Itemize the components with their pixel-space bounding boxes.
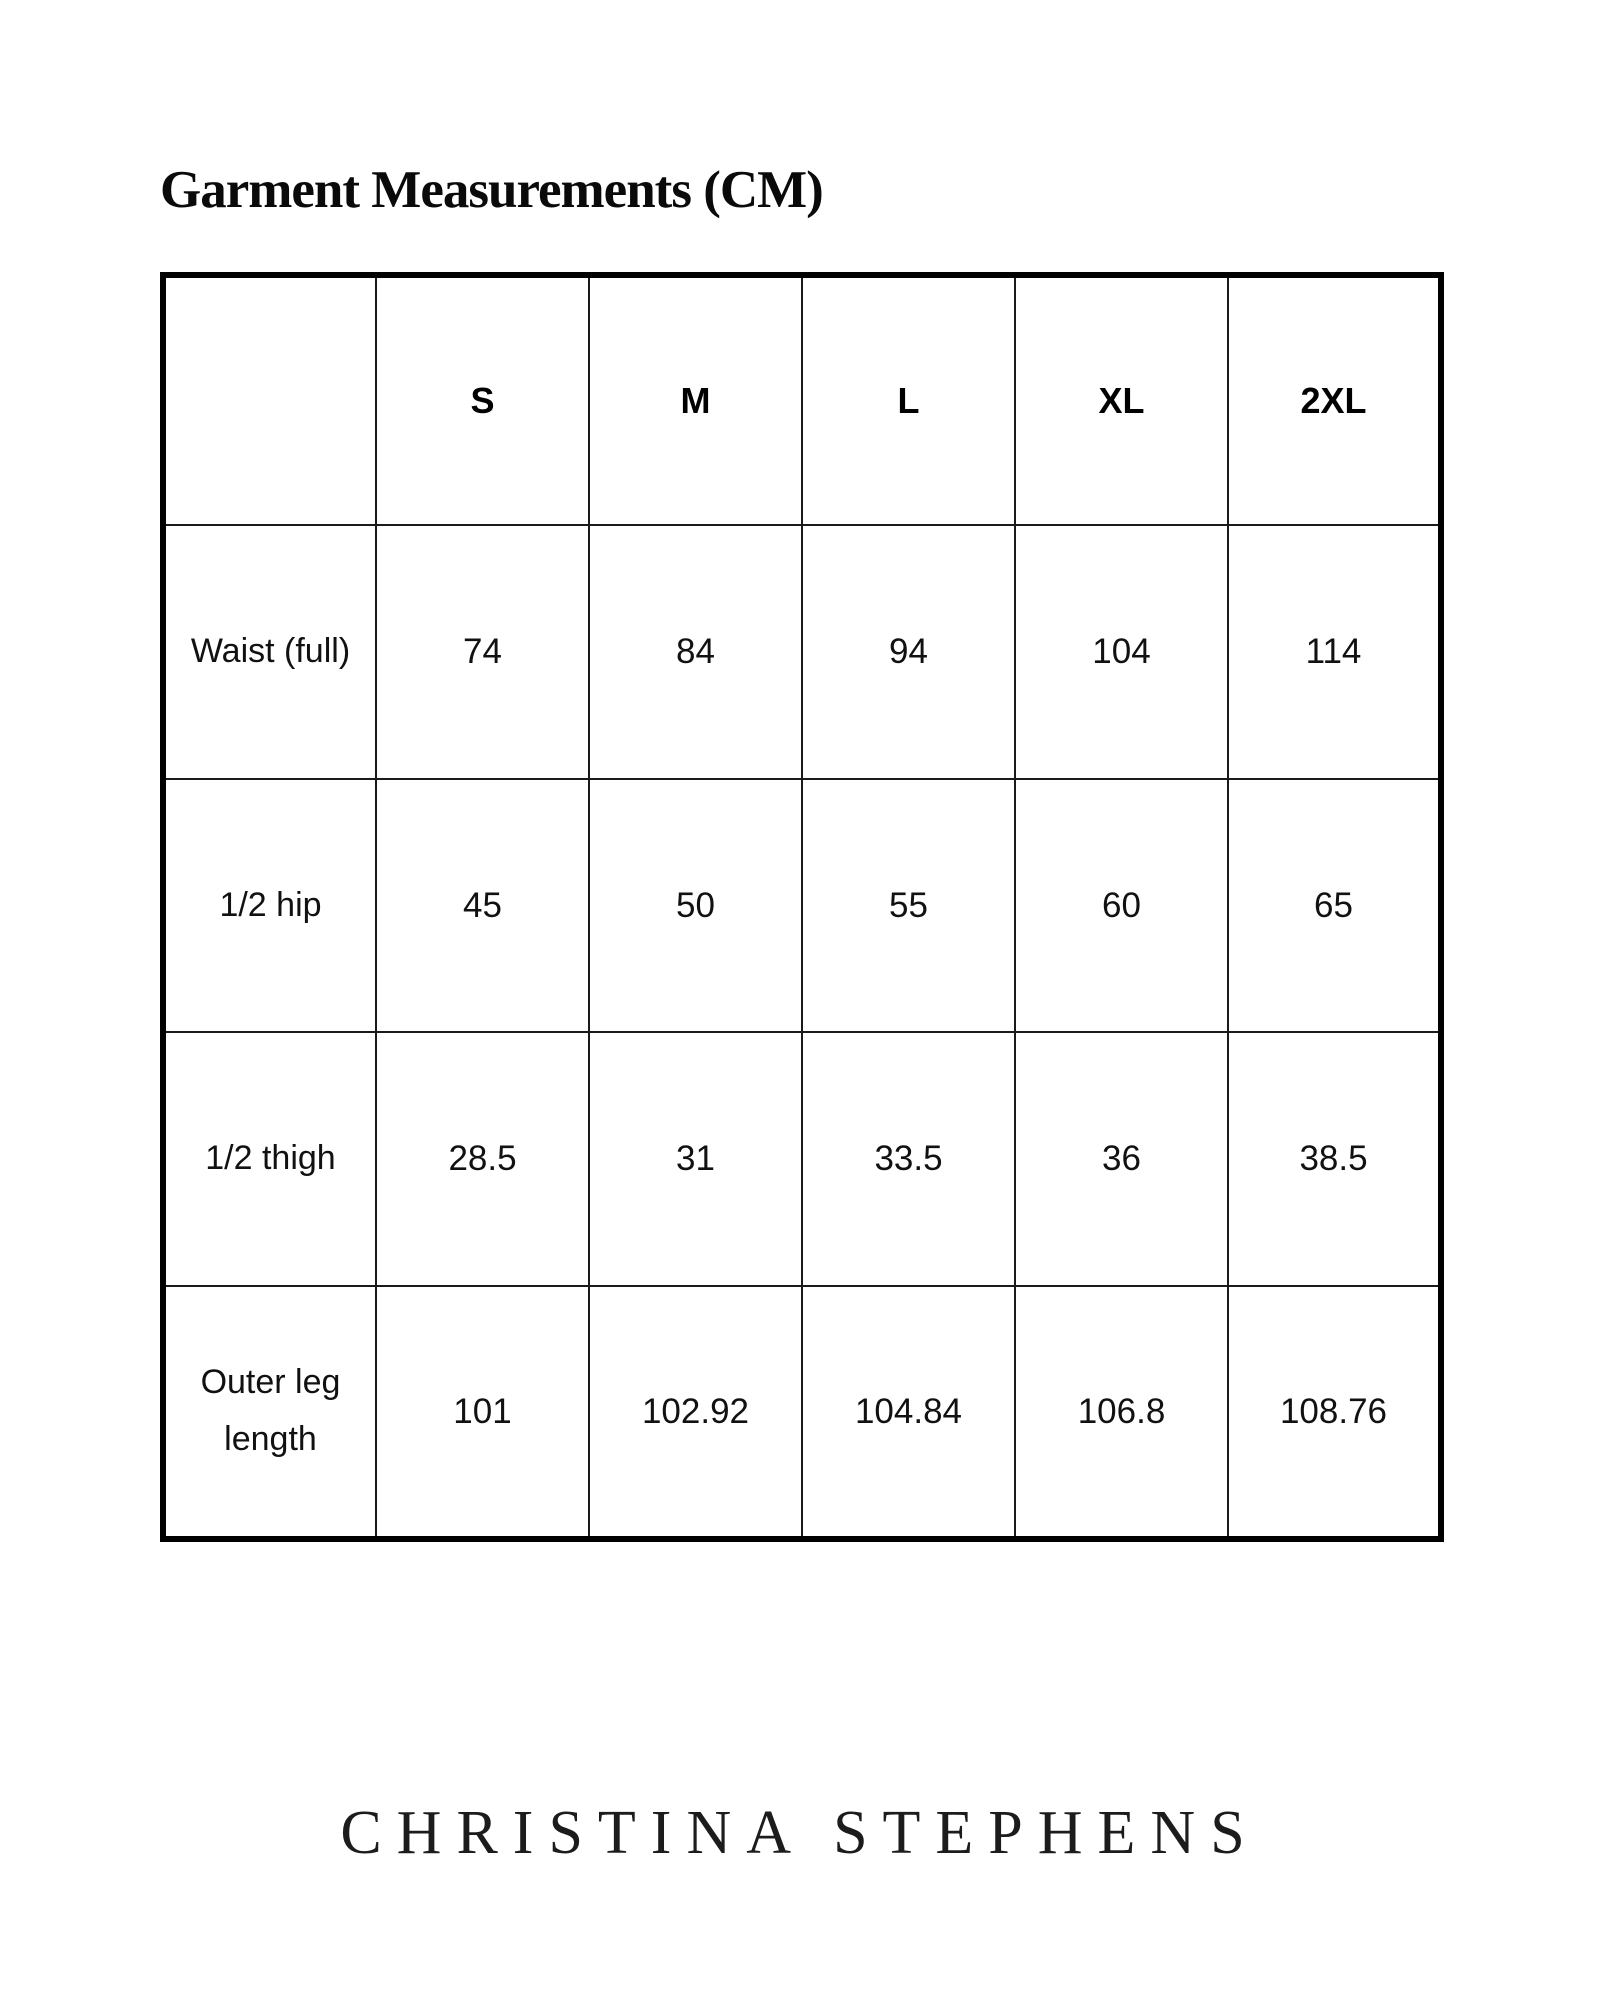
table-corner-cell (163, 275, 376, 525)
table-cell: 55 (802, 779, 1015, 1033)
table-cell: 74 (376, 525, 589, 779)
table-row-waist (163, 525, 1441, 779)
size-header-2xl: 2XL (1228, 275, 1441, 525)
table-cell: 84 (589, 525, 802, 779)
table-cell: 36 (1015, 1032, 1228, 1286)
table-row-hip (163, 779, 1441, 1033)
size-header-s: S (376, 275, 589, 525)
size-header-l: L (802, 275, 1015, 525)
row-label: 1/2 thigh (163, 1032, 376, 1286)
table-cell: 45 (376, 779, 589, 1033)
table-row-thigh (163, 1032, 1441, 1286)
row-label: 1/2 hip (163, 779, 376, 1033)
table-cell: 102.92 (589, 1286, 802, 1540)
table-cell: 114 (1228, 525, 1441, 779)
table-cell: 104 (1015, 525, 1228, 779)
brand-logo-text: CHRISTINA STEPHENS (340, 1799, 1260, 1867)
table-header-row (163, 275, 1441, 525)
table-cell: 108.76 (1228, 1286, 1441, 1540)
size-header-m: M (589, 275, 802, 525)
table-cell: 60 (1015, 779, 1228, 1033)
table-cell: 65 (1228, 779, 1441, 1033)
table-cell: 38.5 (1228, 1032, 1441, 1286)
page-title: Garment Measurements (CM) (160, 161, 823, 219)
size-chart-table (160, 272, 1444, 1542)
table-cell: 101 (376, 1286, 589, 1540)
table-cell: 50 (589, 779, 802, 1033)
table-row-outer-leg (163, 1286, 1441, 1540)
table-cell: 106.8 (1015, 1286, 1228, 1540)
row-label: Outer leg length (163, 1286, 376, 1540)
table-cell: 33.5 (802, 1032, 1015, 1286)
table-cell: 31 (589, 1032, 802, 1286)
table-cell: 28.5 (376, 1032, 589, 1286)
table-cell: 104.84 (802, 1286, 1015, 1540)
size-header-xl: XL (1015, 275, 1228, 525)
row-label: Waist (full) (163, 525, 376, 779)
table-cell: 94 (802, 525, 1015, 779)
